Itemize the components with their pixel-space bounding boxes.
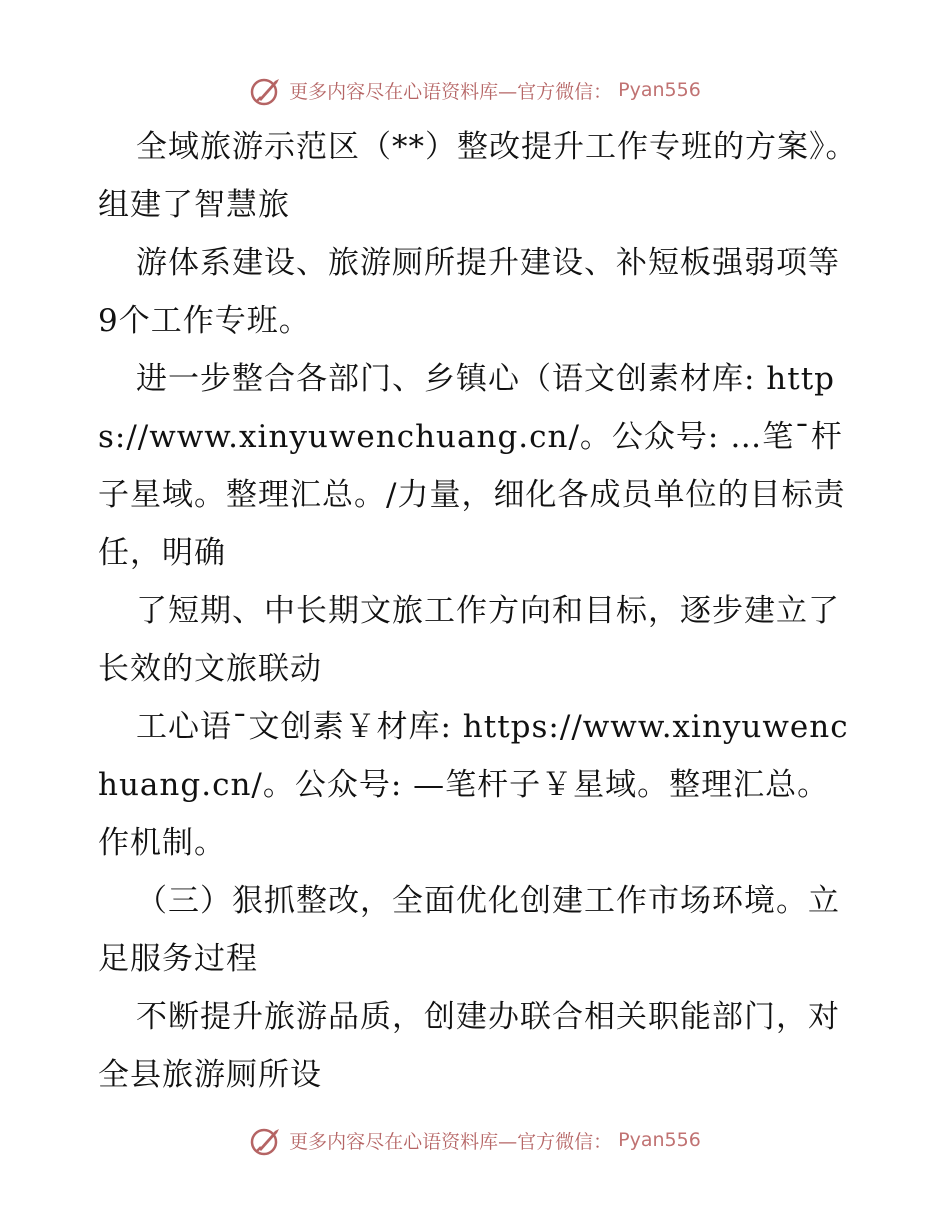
footer-banner-code: Pyan556 — [618, 1129, 701, 1151]
paragraph: 不断提升旅游品质，创建办联合相关职能部门，对全县旅游厕所设 — [98, 999, 840, 1093]
document-body — [98, 118, 858, 1104]
footer-banner-text: 更多内容尽在心语资料库—官方微信： — [289, 1130, 613, 1153]
header-banner-text: 更多内容尽在心语资料库—官方微信： — [289, 80, 613, 103]
paragraph: 工心语¯文创素￥材库: https://www.xinyuwenchuang.cn/。公众号: —笔杆子￥星域。整理汇总。作机制。 — [98, 709, 849, 861]
paragraph: 了短期、中长期文旅工作方向和目标，逐步建立了长效的文旅联动 — [98, 593, 840, 687]
header-banner-code: Pyan556 — [618, 79, 701, 101]
feather-pen-logo-icon — [249, 1123, 283, 1157]
paragraph: 游体系建设、旅游厕所提升建设、补短板强弱项等 9个工作专班。 — [98, 245, 840, 339]
footer-banner — [0, 1120, 950, 1160]
feather-pen-logo-icon — [249, 73, 283, 107]
header-banner — [0, 70, 950, 110]
paragraph: 进一步整合各部门、乡镇心（语文创素材库: https://www.xinyuwenchuang.cn/。公众号: …笔¯杆子星域。整理汇总。/力量，细化各成员单位的目标责任，明确 — [98, 361, 846, 571]
paragraph: 全域旅游示范区（**）整改提升工作专班的方案》。组建了智慧旅 — [98, 129, 858, 223]
paragraph: （三）狠抓整改，全面优化创建工作市场环境。立足服务过程 — [98, 883, 840, 977]
